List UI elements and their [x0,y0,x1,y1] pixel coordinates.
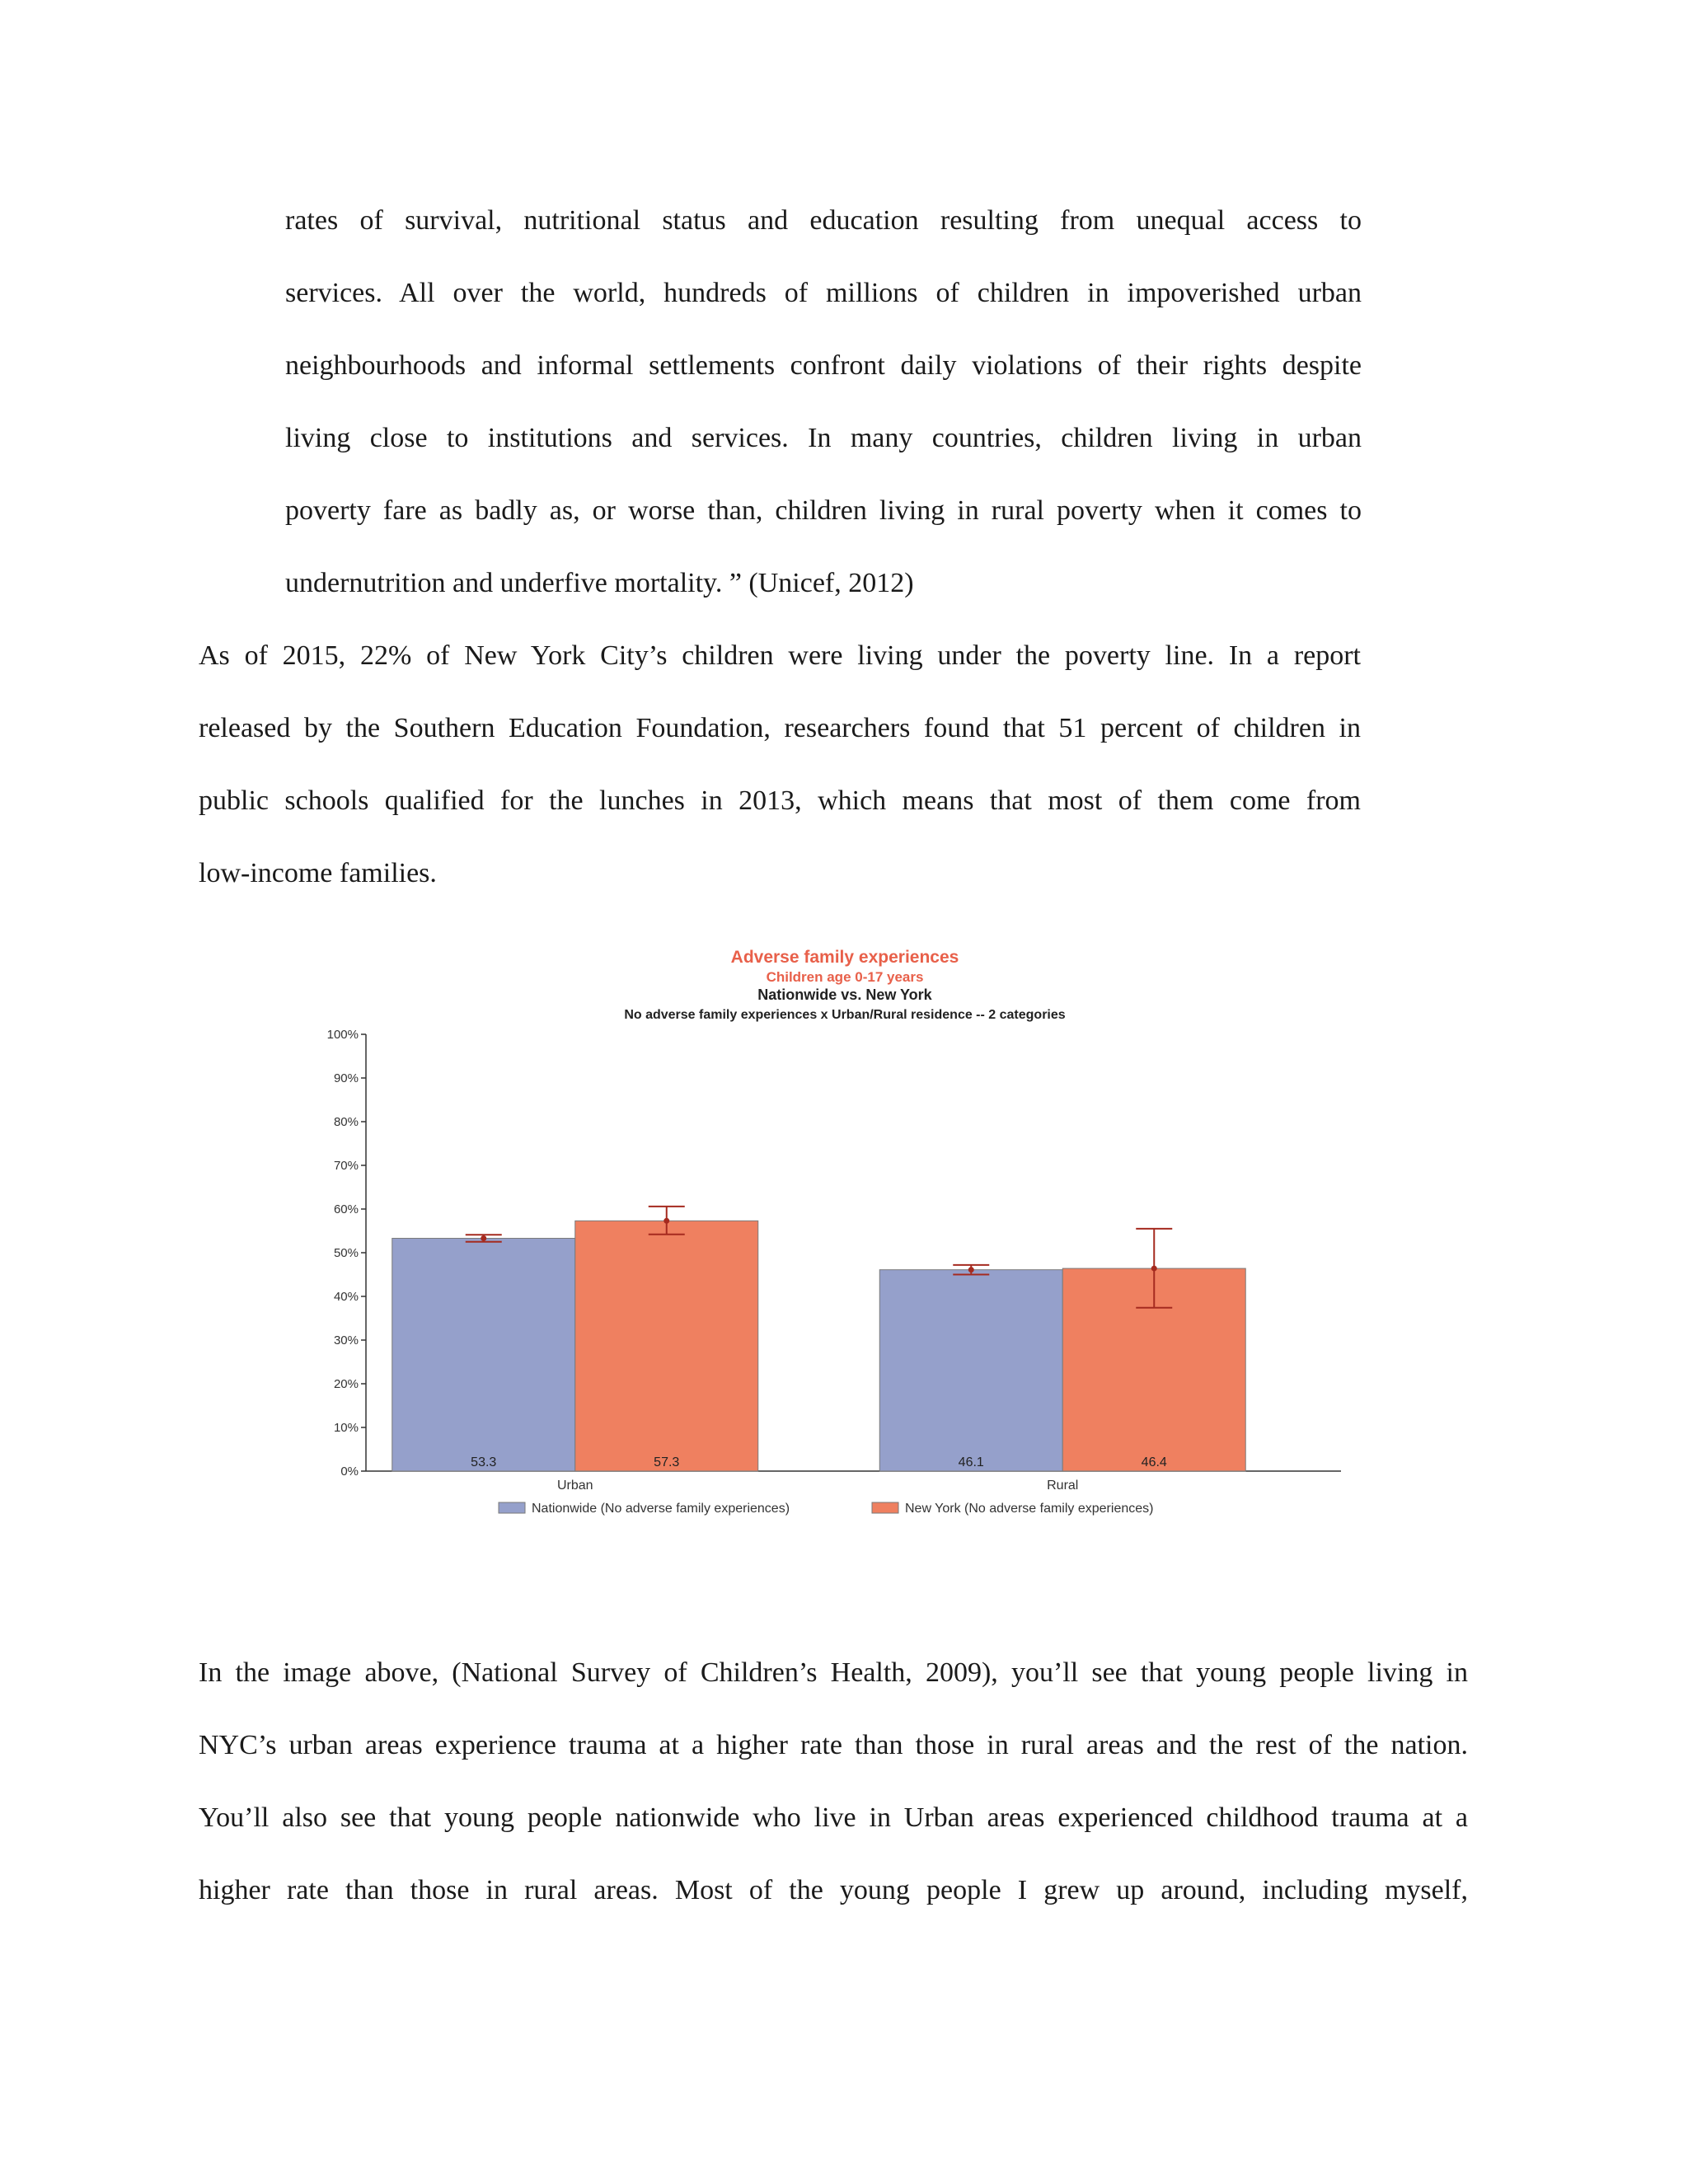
y-tick-label: 40% [333,1290,359,1304]
data-label: 46.4 [1141,1455,1167,1469]
y-tick-label: 70% [333,1159,359,1173]
value-point [663,1218,669,1224]
y-tick-label: 20% [333,1377,359,1391]
after-chart-line-3: You’ll also see that young people nationwide who live in Urban areas experienced childhood trauma at a [199,1802,1468,1833]
quote-line-3: neighbourhoods and informal settlements confront daily violations of their rights despite [285,350,1362,381]
value-point [481,1235,486,1241]
nyc-line-4: low-income families. [199,858,437,888]
after-chart-line-4: higher rate than those in rural areas. Most of the young people I grew up around, including myself, [199,1875,1468,1905]
nyc-line-3: public schools qualified for the lunches in 2013, which means that most of them come from [199,785,1361,816]
y-tick-label: 0% [340,1465,359,1479]
quote-line-5: poverty fare as badly as, or worse than, children living in rural poverty when it comes to [285,495,1362,526]
quote-line-4: living close to institutions and services. In many countries, children living in urban [285,423,1362,453]
nyc-line-1: As of 2015, 22% of New York City’s children were living under the poverty line. In a report [199,640,1361,671]
quote-line-1: rates of survival, nutritional status and education resulting from unequal access to [285,205,1362,236]
adverse-experiences-chart [280,940,1368,1533]
value-point [1151,1266,1157,1272]
legend-label: New York (No adverse family experiences) [905,1502,1154,1516]
chart-subtitle-3: No adverse family experiences x Urban/Rural residence -- 2 categories [624,1008,1066,1022]
data-label: 53.3 [471,1455,497,1469]
after-chart-line-1: In the image above, (National Survey of Children’s Health, 2009), you’ll see that young people living in [199,1657,1468,1688]
chart-subtitle-2: Nationwide vs. New York [757,987,932,1003]
data-label: 46.1 [958,1455,984,1469]
after-chart-line-2: NYC’s urban areas experience trauma at a higher rate than those in rural areas and the rest of the nation. [199,1730,1468,1760]
y-tick-label: 80% [333,1115,359,1129]
nyc-line-2: released by the Southern Education Foundation, researchers found that 51 percent of children in [199,713,1361,743]
bar-urban-nationwide [392,1239,575,1471]
legend-swatch [872,1502,898,1513]
bar-urban-new-york [575,1221,758,1471]
x-tick-label-rural: Rural [1047,1479,1079,1493]
x-tick-label-urban: Urban [556,1479,593,1493]
legend-label: Nationwide (No adverse family experiences) [532,1502,790,1516]
chart-title: Adverse family experiences [730,948,959,967]
quote-line-2: services. All over the world, hundreds of millions of children in impoverished urban [285,278,1362,308]
chart-subtitle: Children age 0-17 years [766,969,924,985]
y-tick-label: 30% [333,1333,359,1347]
legend-swatch [499,1502,525,1513]
y-tick-label: 100% [326,1028,359,1042]
bar-rural-nationwide [879,1270,1062,1471]
y-tick-label: 90% [333,1071,359,1085]
quote-line-6: undernutrition and underfive mortality. ” (Unicef, 2012) [285,568,914,598]
y-tick-label: 10% [333,1421,359,1435]
y-tick-label: 60% [333,1202,359,1216]
y-tick-label: 50% [333,1246,359,1260]
data-label: 57.3 [654,1455,680,1469]
value-point [968,1267,974,1272]
